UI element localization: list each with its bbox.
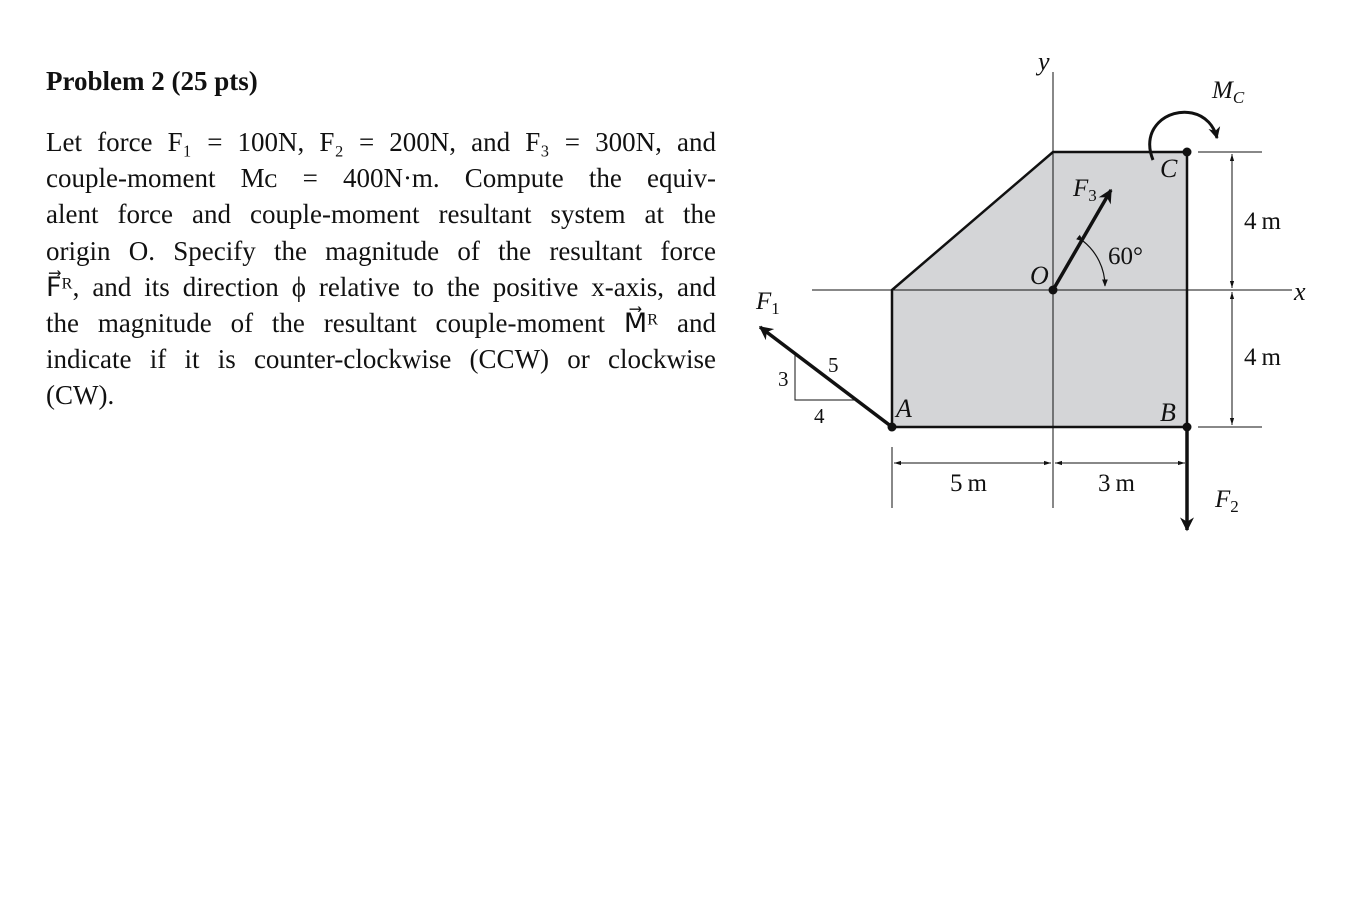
point-b-label: B bbox=[1160, 398, 1176, 427]
angle-label: 60° bbox=[1108, 243, 1143, 270]
force-diagram bbox=[740, 40, 1340, 550]
statement-line: origin O. Specify the magnitude of the resultant force bbox=[46, 235, 716, 266]
moment-label: $M_C$ bbox=[1212, 77, 1245, 107]
dim-upper-label: 4 m bbox=[1244, 208, 1281, 235]
slope-3-label: 3 bbox=[778, 367, 789, 391]
problem-title: Problem 2 (25 pts) bbox=[46, 66, 258, 96]
statement-line: F⃗ᴿ, and its direction ϕ relative to the positive x-axis, and bbox=[46, 271, 716, 302]
dim-left-label: 5 m bbox=[950, 470, 987, 497]
point-a-label: A bbox=[896, 394, 912, 423]
slope-5-label: 5 bbox=[828, 353, 839, 377]
statement-line: the magnitude of the resultant couple-moment M⃗ᴿ and bbox=[46, 308, 716, 339]
force-3-label: $F_3$ bbox=[1073, 175, 1097, 205]
point-c-label: C bbox=[1160, 154, 1178, 183]
force-1-label: $F_1$ bbox=[756, 288, 780, 318]
slope-4-label: 4 bbox=[814, 404, 825, 428]
y-axis-label: y bbox=[1038, 47, 1050, 76]
statement-line: Let force F₁ = 100N, F₂ = 200N, and F₃ = 300N, and bbox=[46, 127, 716, 157]
statement-line: alent force and couple-moment resultant system at the bbox=[46, 199, 716, 230]
statement-line: couple-moment Mᴄ = 400N·m. Compute the equiv- bbox=[46, 163, 716, 194]
statement-line: (CW). bbox=[46, 380, 115, 411]
origin-label: O bbox=[1030, 261, 1049, 290]
x-axis-label: x bbox=[1294, 277, 1306, 306]
statement-line: indicate if it is counter-clockwise (CCW) or clockwise bbox=[46, 344, 716, 375]
dim-lower-label: 4 m bbox=[1244, 344, 1281, 371]
force-2-label: $F_2$ bbox=[1215, 486, 1239, 516]
point-c-dot bbox=[1183, 148, 1192, 157]
dim-right-label: 3 m bbox=[1098, 470, 1135, 497]
problem-statement bbox=[46, 124, 716, 414]
